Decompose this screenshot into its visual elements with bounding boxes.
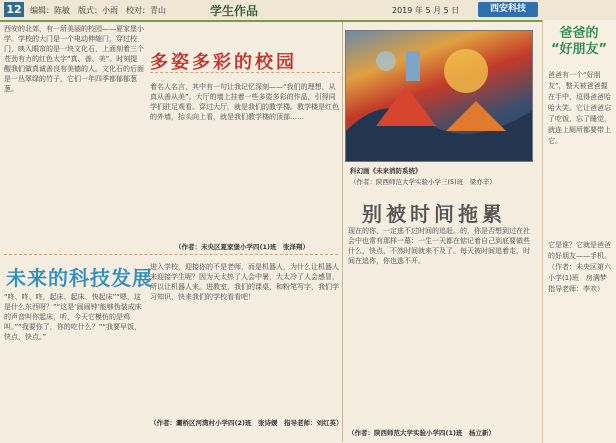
sidebar-title-line2: “好朋友”: [550, 42, 608, 57]
article-time-byline: （作者：陕西师范大学实验小学四(1)班 杨立新）: [348, 429, 495, 437]
title-underline: [150, 72, 340, 73]
article-title-time: 别被时间拖累: [362, 202, 506, 226]
sidebar-body-2: 它是谁？它就是爸爸的好朋友——手机。（作者：未央区第六小学(1)班 房满梦 指导老师：李欢）: [548, 241, 614, 293]
page-number: 12: [4, 2, 24, 17]
article-future-byline: （作者：灞桥区河湾村小学四(2)班 张诗媛 指导老师：刘红英）: [150, 419, 343, 427]
article-campus-body-left: 西安的北郊，有一所美丽的校园——夏家堡小学。学校的大门是一个电动伸缩门，穿过校门，映入眼帘的是一块文化石，上面刻着三个苍劲有力的红色大字“真、善、美”。时刻提醒我们做真诚善良有美德的人。文化石的后面是一丛翠绿的竹子，它们一年四季都郁郁葱葱。: [4, 25, 144, 93]
sidebar-body-1: 爸爸有一个“好朋友”，整天被爸爸握在手中，逗得爸爸哈哈大笑。它让爸爸忘了吃饭，忘了睡觉，就连上厕所都要带上它。: [548, 71, 611, 145]
sidebar-title: [546, 26, 612, 58]
article-campus-body-mid: 着名人名言，其中有一句让我记忆深刻——“我们的理想，从真从善从美”。大厅的墙上挂着一些多姿多彩的作品，引得同学们驻足观看。穿过大厅，就是我们的教学楼。教学楼是红色的外墙，抬头向上看，就是我们教学楼的顶部……: [150, 83, 339, 121]
scifi-painting-image: [345, 30, 533, 162]
section-divider: [4, 254, 338, 255]
article-campus-byline: （作者：未央区夏家堡小学四(1)班 张泽翔）: [175, 243, 309, 251]
article-future-body-left: “咚、咚、咚，起床、起床、快起床”“嗯，这是什么东西呀？”“这是‘闹闹钟’能够伪装成床的声音叫你起床，听，今天它模仿的是鸡叫。”“我要你了，你的吃什么？”“我要早饭，快点，快点。”: [4, 293, 142, 341]
painting-caption-title: 科幻画《未来消防系统》: [350, 167, 422, 175]
editor-credits: 编辑：陈敏 版式：小雨 校对：青山: [30, 6, 166, 15]
painting-caption-author: （作者：陕西师范大学实验小学三(5)班 梁亦辛）: [350, 178, 496, 186]
newspaper-brand: 西安科技: [478, 2, 538, 17]
article-title-campus: 多姿多彩的校园: [150, 52, 297, 73]
section-title: 学生作品: [210, 4, 259, 18]
article-title-future-tech: 未来的科技发展: [6, 266, 153, 290]
article-time-body: 现在的你，一定逃不过时间的追赶。的，你是否想到过在社会中也常有那样一幕：一生一天都在惦记着自己到底要做些什么，快点，不然时间就来不及了。每天被时间追着走，时间在追你，你也逃不开。: [348, 227, 530, 265]
painting-illustration: [346, 31, 532, 161]
article-future-body-mid: 进入学校，迎接你的不是老师，而是机器人，为什么让机器人来迎接学生呢？因为天太热了人会中暑，大太冷了人会感冒，所以让机器人来。进教室，我们的课桌，和粉笔写字，我们学习知识，快来我们的学校看看吧！: [150, 263, 339, 301]
issue-date: 2019 年 5 月 5 日: [392, 6, 460, 15]
sidebar-title-line1: 爸爸的: [559, 26, 599, 41]
column-divider: [342, 22, 343, 442]
